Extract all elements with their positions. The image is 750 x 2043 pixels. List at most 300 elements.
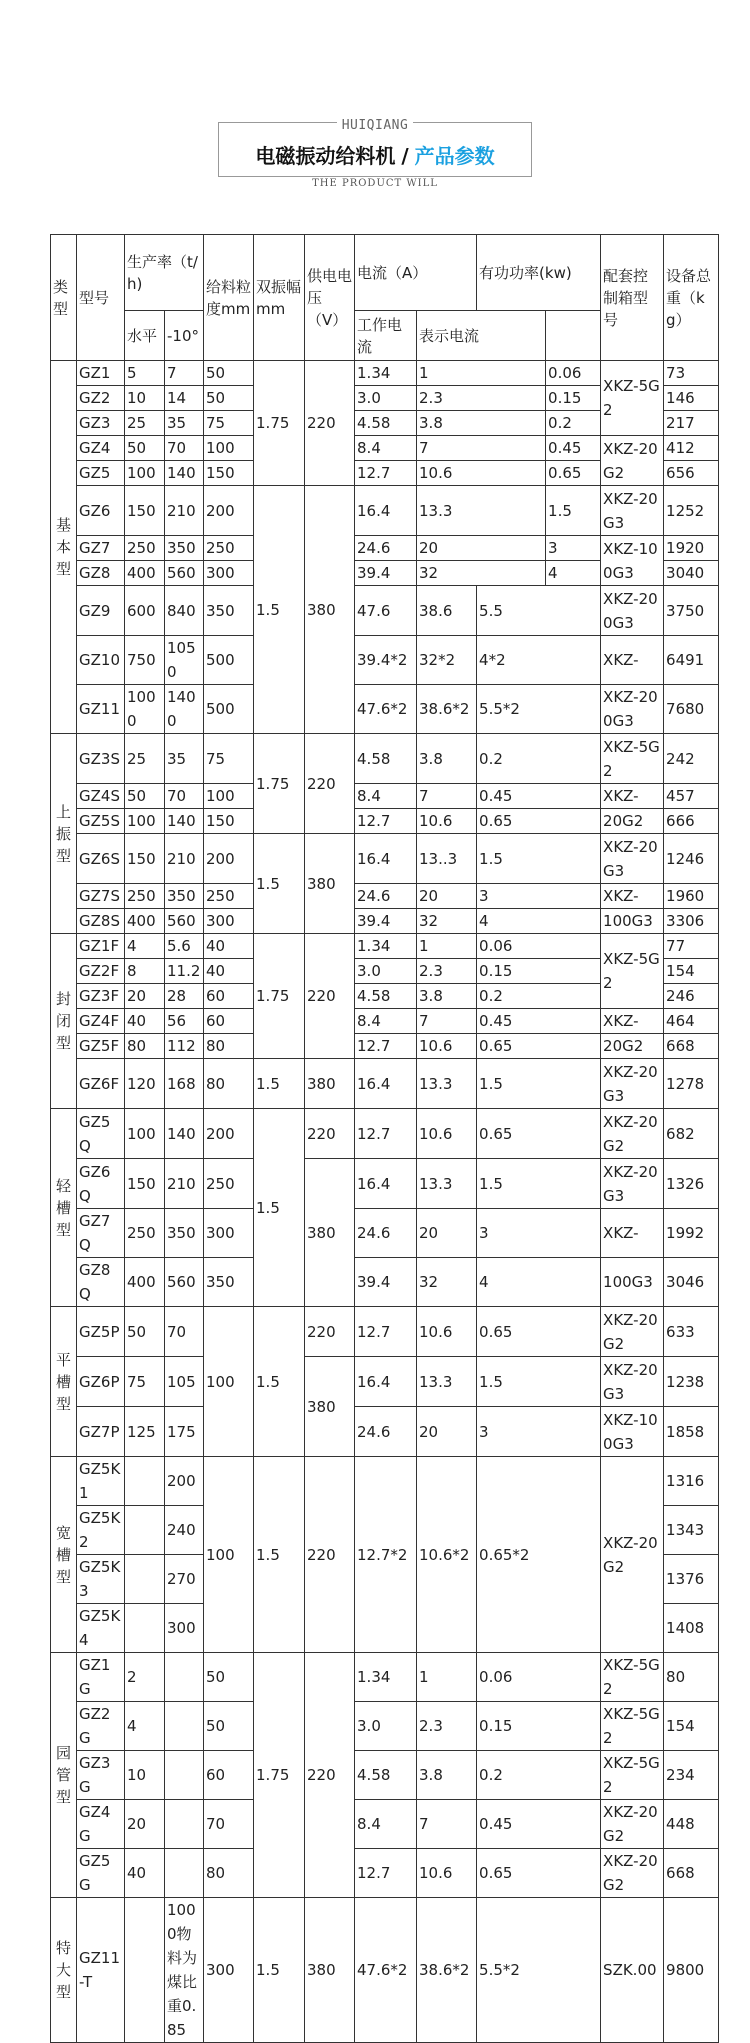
group-light: 轻槽型 [51, 1109, 77, 1307]
cell: 16.4 [355, 834, 417, 884]
cell: 80 [204, 1059, 254, 1109]
cell: 350 [165, 884, 204, 909]
cell: 0.2 [477, 1751, 601, 1800]
col-current-work: 工作电流 [355, 311, 417, 361]
cell: 50 [204, 1702, 254, 1751]
cell: 656 [664, 461, 719, 486]
cell: 0.15 [477, 959, 601, 984]
cell: 0.15 [477, 1702, 601, 1751]
cell: 100 [125, 809, 165, 834]
cell: 560 [165, 909, 204, 934]
cell: 380 [305, 1159, 355, 1307]
cell: 20G2 [601, 1034, 664, 1059]
cell: 1238 [664, 1357, 719, 1407]
cell: 400 [125, 909, 165, 934]
cell: 4.58 [355, 1751, 417, 1800]
cell: 32*2 [417, 636, 477, 685]
cell: 220 [305, 1109, 355, 1159]
cell: 7 [417, 436, 546, 461]
cell: GZ5G [77, 1849, 125, 1898]
cell: XKZ-20G2 [601, 1849, 664, 1898]
cell: 600 [125, 586, 165, 636]
cell: 12.7 [355, 809, 417, 834]
table-row [51, 1653, 719, 1702]
cell: 10 [125, 386, 165, 411]
cell: GZ1F [77, 934, 125, 959]
cell: 150 [204, 809, 254, 834]
cell: 217 [664, 411, 719, 436]
cell: 40 [204, 959, 254, 984]
cell: XKZ- [601, 784, 664, 809]
cell: 1246 [664, 834, 719, 884]
cell: GZ4S [77, 784, 125, 809]
col-model: 型号 [77, 235, 125, 361]
cell: XKZ-200G3 [601, 685, 664, 734]
cell: 1.5 [477, 1059, 601, 1109]
cell: GZ3F [77, 984, 125, 1009]
cell: 380 [305, 486, 355, 734]
cell: 300 [204, 1898, 254, 2043]
cell: 5.6 [165, 934, 204, 959]
cell: 20 [417, 536, 546, 561]
cell: GZ8 [77, 561, 125, 586]
cell: 2.3 [417, 1702, 477, 1751]
table-row [51, 809, 719, 834]
cell: 10.6*2 [417, 1457, 477, 1653]
group-wide: 宽槽型 [51, 1457, 77, 1653]
cell: 210 [165, 834, 204, 884]
cell: 0.65 [477, 809, 601, 834]
cell: SZK.00 [601, 1898, 664, 2043]
table-row [51, 1751, 719, 1800]
cell: GZ9 [77, 586, 125, 636]
cell: 1 [417, 361, 546, 386]
cell: 1.5 [254, 486, 305, 734]
cell: 250 [204, 884, 254, 909]
cell: 3 [546, 536, 601, 561]
cell: 20 [125, 1800, 165, 1849]
cell: 1.5 [254, 1457, 305, 1653]
cell: XKZ-5G2 [601, 1702, 664, 1751]
cell: 150 [125, 486, 165, 536]
cell: GZ11-T [77, 1898, 125, 2043]
cell: 633 [664, 1307, 719, 1357]
cell: 100 [204, 1457, 254, 1653]
cell: XKZ- [601, 1009, 664, 1034]
cell: 666 [664, 809, 719, 834]
cell: 1.5 [254, 834, 305, 934]
cell: 400 [125, 561, 165, 586]
cell: 8.4 [355, 436, 417, 461]
cell: 1408 [664, 1604, 719, 1653]
cell: 5.5*2 [477, 685, 601, 734]
cell: GZ5Q [77, 1109, 125, 1159]
cell: 80 [125, 1034, 165, 1059]
cell: 10.6 [417, 461, 546, 486]
cell: 1326 [664, 1159, 719, 1209]
cell: 1.5 [254, 1109, 305, 1307]
cell: 16.4 [355, 1159, 417, 1209]
cell: 28 [165, 984, 204, 1009]
cell: 7680 [664, 685, 719, 734]
cell: 1.5 [254, 1059, 305, 1109]
cell: GZ10 [77, 636, 125, 685]
cell: 750 [125, 636, 165, 685]
cell: XKZ-20G2 [601, 1109, 664, 1159]
group-upper: 上振型 [51, 734, 77, 934]
cell: 3.0 [355, 1702, 417, 1751]
cell: GZ1 [77, 361, 125, 386]
cell: 10 [125, 1751, 165, 1800]
cell: 1050 [165, 636, 204, 685]
cell: 10.6 [417, 1307, 477, 1357]
cell: 150 [125, 834, 165, 884]
cell: 1 [417, 934, 477, 959]
cell: 7 [417, 784, 477, 809]
cell: 70 [165, 784, 204, 809]
cell: 240 [165, 1506, 204, 1555]
cell: 12.7 [355, 1849, 417, 1898]
cell: 4 [125, 934, 165, 959]
cell: XKZ- [601, 1209, 664, 1258]
table-row [51, 1702, 719, 1751]
cell: 10.6 [417, 1034, 477, 1059]
cell: 16.4 [355, 486, 417, 536]
cell [165, 1702, 204, 1751]
header-row [51, 235, 719, 311]
cell: 24.6 [355, 1209, 417, 1258]
cell: 250 [204, 536, 254, 561]
cell: 0.45 [546, 436, 601, 461]
cell: 350 [165, 1209, 204, 1258]
cell: 12.7 [355, 1034, 417, 1059]
cell: GZ8S [77, 909, 125, 934]
cell: 7 [165, 361, 204, 386]
cell: 300 [204, 909, 254, 934]
title-accent: 产品参数 [414, 144, 495, 168]
cell: 500 [204, 636, 254, 685]
cell: 25 [125, 411, 165, 436]
cell: 0.15 [546, 386, 601, 411]
cell: 0.2 [546, 411, 601, 436]
table-row [51, 1034, 719, 1059]
cell: 5 [125, 361, 165, 386]
cell: 38.6*2 [417, 685, 477, 734]
cell: 1.75 [254, 934, 305, 1059]
cell: GZ6S [77, 834, 125, 884]
cell: 56 [165, 1009, 204, 1034]
cell: 125 [125, 1407, 165, 1457]
cell: 1992 [664, 1209, 719, 1258]
cell: 4.58 [355, 411, 417, 436]
cell: 1.34 [355, 934, 417, 959]
cell: XKZ-20G2 [601, 1457, 664, 1653]
cell: 250 [125, 536, 165, 561]
cell: 300 [204, 1209, 254, 1258]
cell: 10.6 [417, 809, 477, 834]
page-title [0, 140, 750, 169]
table-row [51, 536, 719, 561]
cell: 1343 [664, 1506, 719, 1555]
cell: 3046 [664, 1258, 719, 1307]
cell: 150 [204, 461, 254, 486]
table-row [51, 784, 719, 809]
col-capacity: 生产率（t/h) [125, 235, 204, 311]
col-power: 有功功率(kw) [477, 235, 601, 311]
cell: 400 [125, 1258, 165, 1307]
col-capacity-flat: 水平 [125, 311, 165, 361]
cell: XKZ-20G2 [601, 1307, 664, 1357]
title-separator: / [401, 144, 409, 168]
cell: 1316 [664, 1457, 719, 1506]
cell [165, 1849, 204, 1898]
cell: 75 [125, 1357, 165, 1407]
cell: 3750 [664, 586, 719, 636]
cell: 0.65 [477, 1849, 601, 1898]
cell: 70 [165, 1307, 204, 1357]
cell: 38.6*2 [417, 1898, 477, 2043]
table-row [51, 1109, 719, 1159]
cell: 50 [204, 361, 254, 386]
cell: 100G3 [601, 909, 664, 934]
cell: 350 [204, 1258, 254, 1307]
cell: 40 [125, 1849, 165, 1898]
cell: 70 [165, 436, 204, 461]
group-closed: 封闭型 [51, 934, 77, 1109]
cell: 4 [477, 909, 601, 934]
cell [125, 1604, 165, 1653]
cell: 0.2 [477, 734, 601, 784]
cell: 13..3 [417, 834, 477, 884]
cell: 300 [204, 561, 254, 586]
cell: 250 [125, 884, 165, 909]
cell: 39.4 [355, 909, 417, 934]
cell: 11.2 [165, 959, 204, 984]
cell: 100 [204, 436, 254, 461]
cell: GZ2G [77, 1702, 125, 1751]
group-flat: 平槽型 [51, 1307, 77, 1457]
cell: 5.5 [477, 586, 601, 636]
col-amplitude: 双振幅mm [254, 235, 305, 361]
cell: 350 [165, 536, 204, 561]
cell: GZ5P [77, 1307, 125, 1357]
cell: 60 [204, 1751, 254, 1800]
cell [165, 1800, 204, 1849]
cell: XKZ-20G2 [601, 436, 664, 486]
table-row [51, 934, 719, 959]
cell: 668 [664, 1034, 719, 1059]
cell: 40 [204, 934, 254, 959]
table-row [51, 636, 719, 685]
cell: 20G2 [601, 809, 664, 834]
cell: 3.8 [417, 984, 477, 1009]
cell [125, 1898, 165, 2043]
cell: 16.4 [355, 1357, 417, 1407]
cell: 20 [125, 984, 165, 1009]
cell: GZ6P [77, 1357, 125, 1407]
cell: 75 [204, 411, 254, 436]
cell: 200 [204, 1109, 254, 1159]
cell: 200 [204, 834, 254, 884]
cell: 20 [417, 1407, 477, 1457]
cell: 380 [305, 1059, 355, 1109]
cell: 0.45 [477, 1009, 601, 1034]
group-tube: 园管型 [51, 1653, 77, 1898]
table-row [51, 1457, 719, 1506]
cell: 0.65 [477, 1109, 601, 1159]
group-basic: 基本型 [51, 361, 77, 734]
cell: 4.58 [355, 734, 417, 784]
cell: 3.8 [417, 734, 477, 784]
table-row [51, 1800, 719, 1849]
cell: 16.4 [355, 1059, 417, 1109]
cell: 1.75 [254, 361, 305, 486]
cell: 200 [165, 1457, 204, 1506]
cell: 140 [165, 461, 204, 486]
cell: 220 [305, 361, 355, 486]
cell: 1.5 [254, 1898, 305, 2043]
cell: 3 [477, 1407, 601, 1457]
cell: GZ7S [77, 884, 125, 909]
cell: 270 [165, 1555, 204, 1604]
cell: 105 [165, 1357, 204, 1407]
cell: GZ2 [77, 386, 125, 411]
cell: 8.4 [355, 784, 417, 809]
table-row [51, 1849, 719, 1898]
cell: 220 [305, 734, 355, 834]
cell: 38.6 [417, 586, 477, 636]
cell: GZ5F [77, 1034, 125, 1059]
cell: 380 [305, 1357, 355, 1457]
cell: XKZ-5G2 [601, 734, 664, 784]
col-blank [546, 311, 601, 361]
cell: 10.6 [417, 1849, 477, 1898]
cell: 60 [204, 1009, 254, 1034]
col-current-show: 表示电流 [417, 311, 546, 361]
brand-label: HUIQIANG [0, 114, 750, 133]
cell: 210 [165, 486, 204, 536]
cell: 1278 [664, 1059, 719, 1109]
cell: GZ1G [77, 1653, 125, 1702]
table-row [51, 1898, 719, 2043]
cell: 9800 [664, 1898, 719, 2043]
cell: 3.8 [417, 411, 546, 436]
cell: 39.4 [355, 561, 417, 586]
cell: 0.65 [546, 461, 601, 486]
cell: GZ6F [77, 1059, 125, 1109]
cell: 220 [305, 1307, 355, 1357]
cell: GZ8Q [77, 1258, 125, 1307]
col-voltage: 供电电压（V） [305, 235, 355, 361]
cell: 120 [125, 1059, 165, 1109]
cell: 350 [204, 586, 254, 636]
cell: 1376 [664, 1555, 719, 1604]
cell: 0.45 [477, 1800, 601, 1849]
table-row [51, 1209, 719, 1258]
cell: 3.8 [417, 1751, 477, 1800]
cell: GZ5S [77, 809, 125, 834]
cell: 1858 [664, 1407, 719, 1457]
cell: 80 [204, 1849, 254, 1898]
cell: 242 [664, 734, 719, 784]
cell: XKZ-200G3 [601, 586, 664, 636]
cell: GZ4F [77, 1009, 125, 1034]
cell: 0.65 [477, 1307, 601, 1357]
cell: 0.06 [477, 1653, 601, 1702]
cell: GZ6 [77, 486, 125, 536]
cell [165, 1653, 204, 1702]
cell: 32 [417, 909, 477, 934]
cell: 154 [664, 1702, 719, 1751]
col-control-box: 配套控制箱型号 [601, 235, 664, 361]
cell: 100 [204, 784, 254, 809]
col-capacity-tilt: -10° [165, 311, 204, 361]
cell: 250 [204, 1159, 254, 1209]
cell: XKZ-20G3 [601, 1159, 664, 1209]
table-row [51, 586, 719, 636]
cell: 35 [165, 734, 204, 784]
cell: 1252 [664, 486, 719, 536]
cell: 220 [305, 1457, 355, 1653]
cell: 70 [204, 1800, 254, 1849]
cell: 3 [477, 1209, 601, 1258]
table-row [51, 884, 719, 909]
cell: 24.6 [355, 884, 417, 909]
cell: 457 [664, 784, 719, 809]
cell: 10.6 [417, 1109, 477, 1159]
cell: 50 [204, 386, 254, 411]
cell: XKZ-100G3 [601, 536, 664, 586]
cell: GZ3G [77, 1751, 125, 1800]
cell: XKZ-20G3 [601, 834, 664, 884]
cell: 4 [125, 1702, 165, 1751]
cell: 448 [664, 1800, 719, 1849]
cell: 50 [125, 436, 165, 461]
cell: GZ7P [77, 1407, 125, 1457]
cell: 0.65 [477, 1034, 601, 1059]
cell: 560 [165, 561, 204, 586]
cell: 380 [305, 834, 355, 934]
cell: 1.34 [355, 1653, 417, 1702]
cell: 1000 [125, 685, 165, 734]
cell: 80 [664, 1653, 719, 1702]
group-xl: 特大型 [51, 1898, 77, 2043]
cell: 20 [417, 1209, 477, 1258]
cell: 35 [165, 411, 204, 436]
cell: 2 [125, 1653, 165, 1702]
cell: 250 [125, 1209, 165, 1258]
cell: GZ5K1 [77, 1457, 125, 1506]
cell: GZ3 [77, 411, 125, 436]
cell: 80 [204, 1034, 254, 1059]
cell: 668 [664, 1849, 719, 1898]
cell: 412 [664, 436, 719, 461]
cell: 380 [305, 1898, 355, 2043]
cell: XKZ-20G3 [601, 1357, 664, 1407]
cell: 0.65*2 [477, 1457, 601, 1653]
cell: 13.3 [417, 486, 546, 536]
table-row [51, 1307, 719, 1357]
cell: 20 [417, 884, 477, 909]
cell: XKZ-5G2 [601, 361, 664, 436]
cell: 234 [664, 1751, 719, 1800]
cell: 1.5 [254, 1307, 305, 1457]
cell: 0.06 [477, 934, 601, 959]
table-row [51, 361, 719, 386]
cell [165, 1751, 204, 1800]
cell: 13.3 [417, 1159, 477, 1209]
table-row [51, 909, 719, 934]
